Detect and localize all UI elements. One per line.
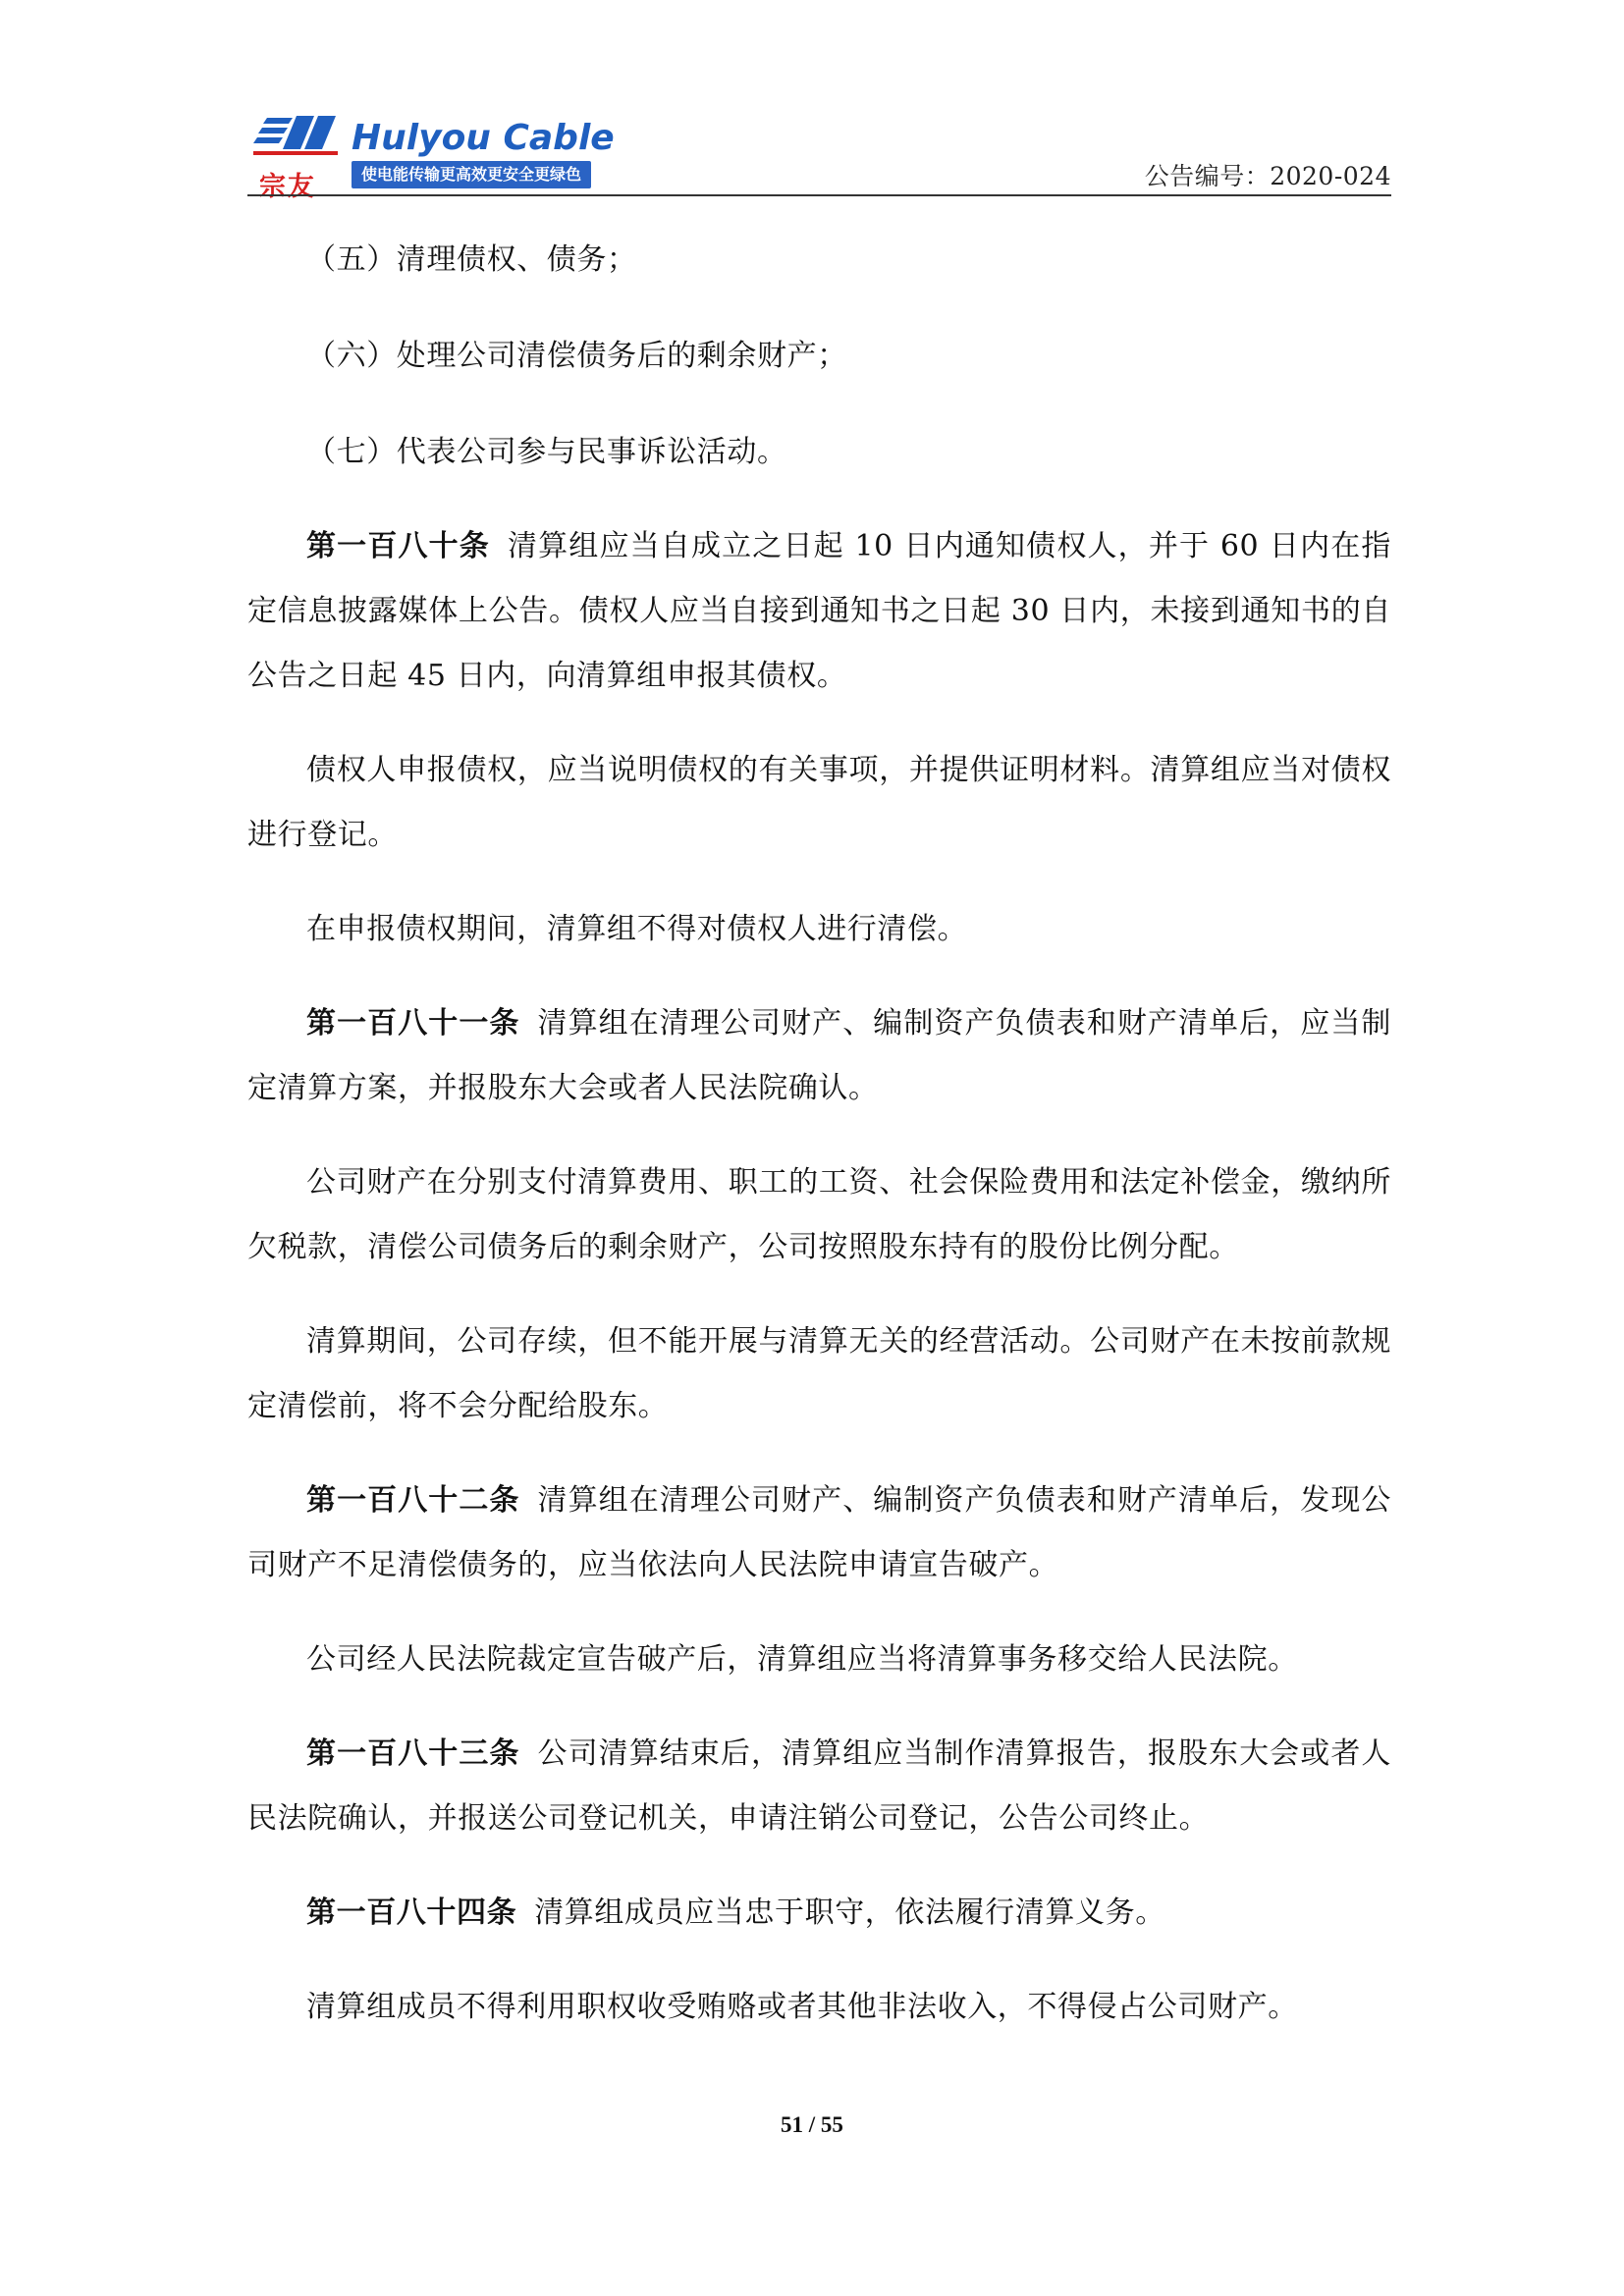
paragraph-text: 在申报债权期间，清算组不得对债权人进行清偿。	[306, 912, 968, 946]
article-paragraph	[247, 991, 1391, 1121]
paragraph	[247, 1628, 1391, 1692]
article-heading: 第一百八十四条	[306, 1896, 517, 1930]
document-body	[247, 228, 1391, 2040]
paragraph-text: 公司清算结束后，清算组应当制作清算报告，报股东大会或者人民法院确认，并报送公司登记机关，申请注销公司登记，公告公司终止。	[247, 1736, 1391, 1836]
logo-brand-cn: 宗友	[259, 172, 316, 202]
logo-slogan: 使电能传输更高效更安全更绿色	[352, 161, 591, 188]
paragraph-text: （七）代表公司参与民事诉讼活动。	[306, 435, 787, 469]
article-heading: 第一百八十一条	[306, 1006, 520, 1041]
paragraph	[247, 420, 1391, 485]
paragraph	[247, 738, 1391, 868]
paragraph	[247, 897, 1391, 962]
article-paragraph	[247, 1881, 1391, 1946]
paragraph-text: 清算期间，公司存续，但不能开展与清算无关的经营活动。公司财产在未按前款规定清偿前，将不会分配给股东。	[247, 1324, 1391, 1423]
paragraph	[247, 1309, 1391, 1439]
header-divider	[247, 194, 1391, 196]
paragraph-text: 清算组在清理公司财产、编制资产负债表和财产清单后，应当制定清算方案，并报股东大会或者人民法院确认。	[247, 1006, 1391, 1105]
paragraph-text: 清算组在清理公司财产、编制资产负债表和财产清单后，发现公司财产不足清偿债务的，应当依法向人民法院申请宣告破产。	[247, 1483, 1391, 1582]
company-logo	[253, 114, 764, 202]
paragraph	[247, 324, 1391, 389]
paragraph-text: 清算组成员不得利用职权收受贿赂或者其他非法收入，不得侵占公司财产。	[306, 1990, 1298, 2024]
announcement-number: 公告编号：2020-024	[1144, 162, 1391, 190]
article-heading: 第一百八十三条	[306, 1736, 520, 1771]
paragraph	[247, 228, 1391, 293]
article-heading: 第一百八十二条	[306, 1483, 520, 1518]
article-heading: 第一百八十条	[306, 529, 490, 563]
article-paragraph	[247, 1722, 1391, 1851]
paragraph-text: 公司财产在分别支付清算费用、职工的工资、社会保险费用和法定补偿金，缴纳所欠税款，清偿公司债务后的剩余财产，公司按照股东持有的股份比例分配。	[247, 1165, 1391, 1264]
logo-brand-en: Hulyou Cable	[352, 118, 615, 158]
paragraph	[247, 1975, 1391, 2040]
article-paragraph	[247, 514, 1391, 709]
page-number: 51 / 55	[781, 2112, 843, 2137]
paragraph-text: （五）清理债权、债务；	[306, 242, 637, 277]
paragraph-text: 债权人申报债权，应当说明债权的有关事项，并提供证明材料。清算组应当对债权进行登记。	[247, 753, 1391, 852]
article-paragraph	[247, 1468, 1391, 1598]
paragraph-text: （六）处理公司清偿债务后的剩余财产；	[306, 339, 847, 373]
paragraph-text: 清算组应当自成立之日起 10 日内通知债权人，并于 60 日内在指定信息披露媒体上公告。债权人应当自接到通知书之日起 30 日内，未接到通知书的自公告之日起 45 日内，向清算组申报其债权。	[247, 529, 1391, 693]
paragraph-text: 清算组成员应当忠于职守，依法履行清算义务。	[534, 1896, 1165, 1930]
paragraph	[247, 1150, 1391, 1280]
page-header	[247, 106, 1391, 202]
paragraph-text: 公司经人民法院裁定宣告破产后，清算组应当将清算事务移交给人民法院。	[306, 1642, 1298, 1677]
